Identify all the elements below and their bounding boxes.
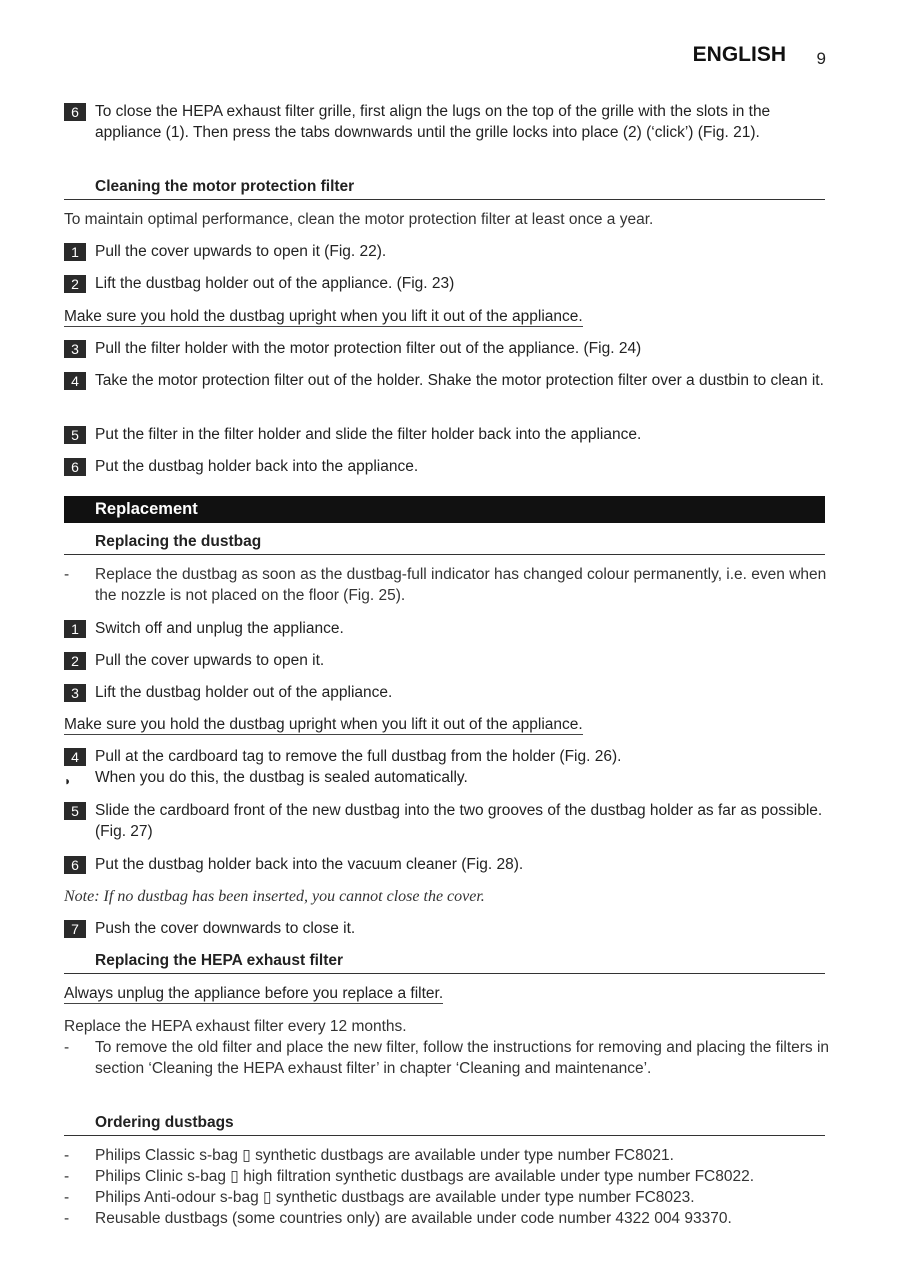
motor-step-1: 1 Pull the cover upwards to open it (Fig. 22). <box>64 241 826 262</box>
note-no-dustbag: Note: If no dustbag has been inserted, you cannot close the cover. <box>64 888 485 905</box>
replace-step-1: 1 Switch off and unplug the appliance. <box>64 618 826 639</box>
ordering-item-1: - Philips Classic s-bag ▯ synthetic dustbags are available under type number FC8021. <box>64 1147 674 1164</box>
step-number: 6 <box>64 103 86 121</box>
step-text: To close the HEPA exhaust filter grille, first align the lugs on the top of the grille with the slots in the appliance (1). Then press the tabs downwards until the grille locks into place (2) (‘click’) (Fig. 21). <box>95 103 771 141</box>
section-heading-replacing-dustbag: Replacing the dustbag <box>64 531 825 555</box>
section-heading-motor-filter: Cleaning the motor protection filter <box>64 176 825 200</box>
replace-step-4: 4 Pull at the cardboard tag to remove the full dustbag from the holder (Fig. 26). <box>64 746 826 767</box>
motor-step-3: 3 Pull the filter holder with the motor protection filter out of the appliance. (Fig. 24) <box>64 338 826 359</box>
ordering-item-2: - Philips Clinic s-bag ▯ high filtration synthetic dustbags are available under type number FC8022. <box>64 1168 755 1185</box>
motor-intro: To maintain optimal performance, clean the motor protection filter at least once a year. <box>64 211 654 228</box>
result-marker-icon: ◗ <box>64 774 72 788</box>
hepa-bullet: - To remove the old filter and place the new filter, follow the instructions for removing and placing the filters in section ‘Cleaning the HEPA exhaust filter’ in chapter ‘Cleaning and maintenance’. <box>64 1039 830 1077</box>
page-number: 9 <box>816 49 826 68</box>
ordering-item-4: - Reusable dustbags (some countries only) are available under code number 4322 004 93370. <box>64 1210 732 1227</box>
section-band-replacement: Replacement <box>64 496 825 523</box>
ordering-item-3: - Philips Anti-odour s-bag ▯ synthetic dustbags are available under type number FC8023. <box>64 1189 695 1206</box>
step-6-close-grille <box>64 101 826 143</box>
section-heading-ordering: Ordering dustbags <box>64 1112 825 1136</box>
replace-step-5: 5 Slide the cardboard front of the new dustbag into the two grooves of the dustbag holder as far as possible. (Fig. 27) <box>64 800 826 842</box>
result-text: When you do this, the dustbag is sealed automatically. <box>95 769 468 786</box>
replace-step-7: 7 Push the cover downwards to close it. <box>64 918 826 939</box>
section-heading-replacing-hepa: Replacing the HEPA exhaust filter <box>64 950 825 974</box>
replace-warning: Make sure you hold the dustbag upright when you lift it out of the appliance. <box>64 716 583 733</box>
dustbag-intro-bullet: - Replace the dustbag as soon as the dustbag-full indicator has changed colour permanently, i.e. even when the nozzle is not placed on the floor (Fig. 25). <box>64 566 827 604</box>
replace-step-2: 2 Pull the cover upwards to open it. <box>64 650 826 671</box>
motor-step-5: 5 Put the filter in the filter holder and slide the filter holder back into the appliance. <box>64 424 826 445</box>
hepa-warning: Always unplug the appliance before you replace a filter. <box>64 985 444 1002</box>
motor-step-4: 4 Take the motor protection filter out of the holder. Shake the motor protection filter over a dustbin to clean it. <box>64 370 826 391</box>
replace-step-6: 6 Put the dustbag holder back into the vacuum cleaner (Fig. 28). <box>64 854 826 875</box>
motor-warning: Make sure you hold the dustbag upright when you lift it out of the appliance. <box>64 308 583 325</box>
language-label: ENGLISH <box>692 43 786 66</box>
replace-step-3: 3 Lift the dustbag holder out of the appliance. <box>64 682 826 703</box>
hepa-intro: Replace the HEPA exhaust filter every 12 months. <box>64 1018 407 1035</box>
motor-step-2: 2 Lift the dustbag holder out of the appliance. (Fig. 23) <box>64 273 826 294</box>
motor-step-6: 6 Put the dustbag holder back into the appliance. <box>64 456 826 477</box>
